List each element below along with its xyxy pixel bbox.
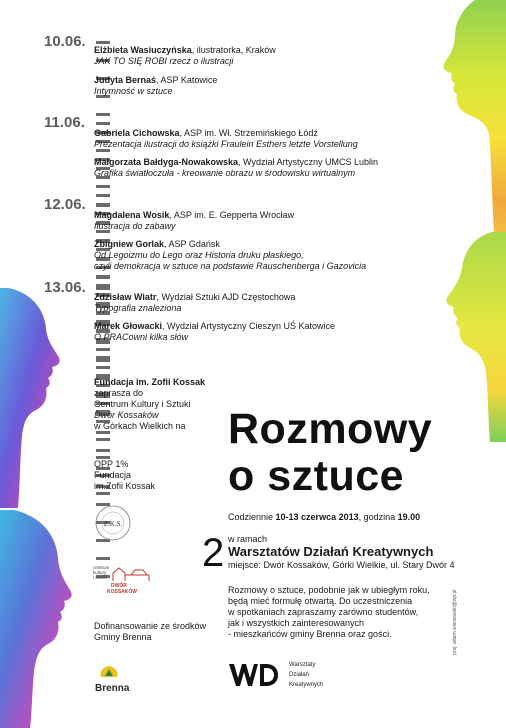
profile-head-top-right xyxy=(405,0,506,250)
talk-entry: Zbigniew Gorlak, ASP Gdańsk Od Legoizmu do Lego oraz Historia druku płaskiego, czyli demokracja w sztuce na podstawie Rauschenberga i Gazovicia xyxy=(94,239,367,271)
workshop-name: Warsztatów Działań Kreatywnych xyxy=(228,544,434,559)
brenna-crest-icon xyxy=(95,664,125,678)
workshop-ramach: w ramach xyxy=(228,534,268,544)
workshop-place: miejsce: Dwór Kossaków, Górki Wielkie, ul. Stary Dwór 4 xyxy=(228,560,455,570)
dwor-kossakow-logo: centrum kultury i sztuki DWÓR KOSSAKÓW xyxy=(93,565,153,601)
profile-head-middle-right xyxy=(432,232,506,442)
talk-entry: Elżbieta Wasiuczyńska, ilustratorka, Kraków JAK TO SIĘ ROBI rzecz o ilustracji xyxy=(94,45,276,66)
wdk-mark-icon xyxy=(229,660,281,688)
fundacja-logo xyxy=(93,503,133,543)
description: Rozmowy o sztuce, podobnie jak w ubiegłym roku, będą mieć formułę otwartą. Do uczestniczenia w spotkaniach zapraszamy zarówno studentów, jak i wszystkich zainteresowanych - mieszkańców gminy Brenna oraz gości. xyxy=(228,585,430,639)
funding-note: Dofinansowanie ze środków Gminy Brenna xyxy=(94,621,207,642)
edition-number: 2 xyxy=(202,531,225,575)
svg-text:Z.K.S.: Z.K.S. xyxy=(103,520,123,528)
dates-hours: Codziennie 10-13 czerwca 2013, godzina 19.00 xyxy=(228,512,421,522)
talk-entry: Gabriela Cichowska, ASP im. Wł. Strzemińskiego Łódź Prezentacja ilustracji do książki Fraulein Esthers letzte Vorstellung xyxy=(94,128,358,149)
profile-head-bottom-left xyxy=(0,510,92,728)
talk-entry: Małgorzata Bałdyga-Nowakowska, Wydział Artystyczny UMCS Lublin Grafika światłoczuła - kreowanie obrazu w środowisku wirtualnym xyxy=(94,157,379,178)
dash-divider xyxy=(96,122,113,126)
designer-credit: proj. adam.wisniewski@wp.pl xyxy=(452,589,458,655)
manor-house-icon xyxy=(111,565,151,583)
date-label: 13.06. xyxy=(44,279,86,296)
dash-divider xyxy=(96,204,113,208)
wdk-logo: Warsztaty Działań Kreatywnych xyxy=(229,660,349,694)
talk-entry: Judyta Bernaś, ASP Katowice Intymność w sztuce xyxy=(94,75,218,96)
dash-divider xyxy=(96,287,113,291)
opp-block: OPP 1% Fundacja im.Zofii Kossak xyxy=(94,459,156,491)
date-label: 10.06. xyxy=(44,33,86,50)
invitation-block: Fundacja im. Zofii Kossak zaprasza do Centrum Kultury i Sztuki Dwór Kossaków w Górkach Wielkich na xyxy=(94,377,206,431)
talk-entry: Magdalena Wosik, ASP im. E. Gepperta Wrocław Ilustracja do zabawy xyxy=(94,210,295,231)
date-label: 11.06. xyxy=(44,114,85,131)
headline: Rozmowy o sztuce xyxy=(228,405,433,500)
brenna-logo: Brenna xyxy=(95,664,135,694)
talk-entry: Zdzisław Wiatr, Wydział Sztuki AJD Częstochowa Typografia znaleziona xyxy=(94,292,296,313)
profile-head-middle-left xyxy=(0,288,80,508)
talk-entry: Marek Głowacki, Wydział Artystyczny Cieszyn UŚ Katowice O PRACowni kilka słów xyxy=(94,321,336,342)
date-label: 12.06. xyxy=(44,196,86,213)
